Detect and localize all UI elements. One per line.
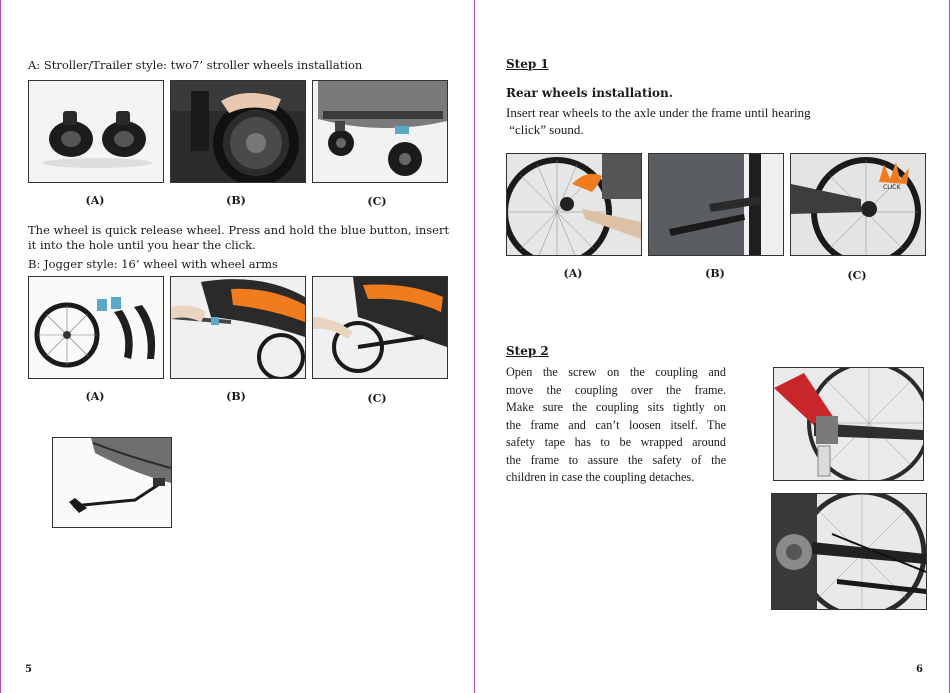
quick-release-paragraph-line1: The wheel is quick release wheel. Press and hold the blue button, insert bbox=[28, 223, 450, 237]
photo-tow-bar-assembly bbox=[52, 437, 172, 528]
step2-line: safety tape has to be wrapped around bbox=[506, 435, 726, 449]
photo-stroller-wheels-mounted bbox=[312, 80, 448, 183]
photo-rear-wheel-insert bbox=[506, 153, 642, 256]
photo-rear-wheel-click bbox=[790, 153, 926, 256]
photo-jogger-arm-install bbox=[170, 276, 306, 379]
heading-jogger-style: B: Jogger style: 16’ wheel with wheel arms bbox=[28, 257, 278, 271]
photo-jogger-installed bbox=[312, 276, 448, 379]
rear-wheels-line2: “click” sound. bbox=[506, 122, 584, 137]
photo-coupling-open bbox=[773, 367, 924, 481]
label-row1-c: (C) bbox=[367, 195, 387, 208]
photo-jogger-wheel-arms bbox=[28, 276, 164, 379]
photo-rear-axle-frame bbox=[648, 153, 784, 256]
label-step1-c: (C) bbox=[847, 269, 867, 282]
label-row1-b: (B) bbox=[226, 194, 246, 207]
click-annotation: CLICK bbox=[883, 184, 901, 191]
step2-line: the frame to assure the safety of the bbox=[506, 452, 726, 467]
step2-line: Open the screw on the coupling and bbox=[506, 365, 726, 379]
step2-paragraph bbox=[506, 364, 726, 487]
step2-title: Step 2 bbox=[506, 344, 549, 358]
label-row2-c: (C) bbox=[367, 392, 387, 405]
quick-release-paragraph-line2: it into the hole until you hear the click. bbox=[28, 238, 256, 252]
step2-line: children in case the coupling detaches. bbox=[506, 470, 695, 484]
right-page bbox=[476, 0, 950, 693]
step2-line: move the coupling over the frame. bbox=[506, 382, 726, 397]
step2-line: the frame and can’t loosen itself. The bbox=[506, 417, 726, 432]
heading-stroller-style: A: Stroller/Trailer style: two7’ stroller wheels installation bbox=[28, 58, 363, 72]
page-number-left: 5 bbox=[25, 664, 32, 675]
step1-title: Step 1 bbox=[506, 57, 549, 71]
label-row1-a: (A) bbox=[85, 194, 105, 207]
photo-coupling-safety-tape bbox=[771, 493, 927, 610]
rear-wheels-title: Rear wheels installation. bbox=[506, 86, 673, 100]
label-row2-a: (A) bbox=[85, 390, 105, 403]
photo-stroller-wheels bbox=[28, 80, 164, 183]
page-number-right: 6 bbox=[916, 664, 923, 675]
step2-line: Make sure the coupling sits tightly on bbox=[506, 400, 726, 414]
label-step1-b: (B) bbox=[705, 267, 725, 280]
label-step1-a: (A) bbox=[563, 267, 583, 280]
photo-attach-wheel-hand bbox=[170, 80, 306, 183]
rear-wheels-line1: Insert rear wheels to the axle under the frame until hearing bbox=[506, 105, 811, 120]
label-row2-b: (B) bbox=[226, 390, 246, 403]
